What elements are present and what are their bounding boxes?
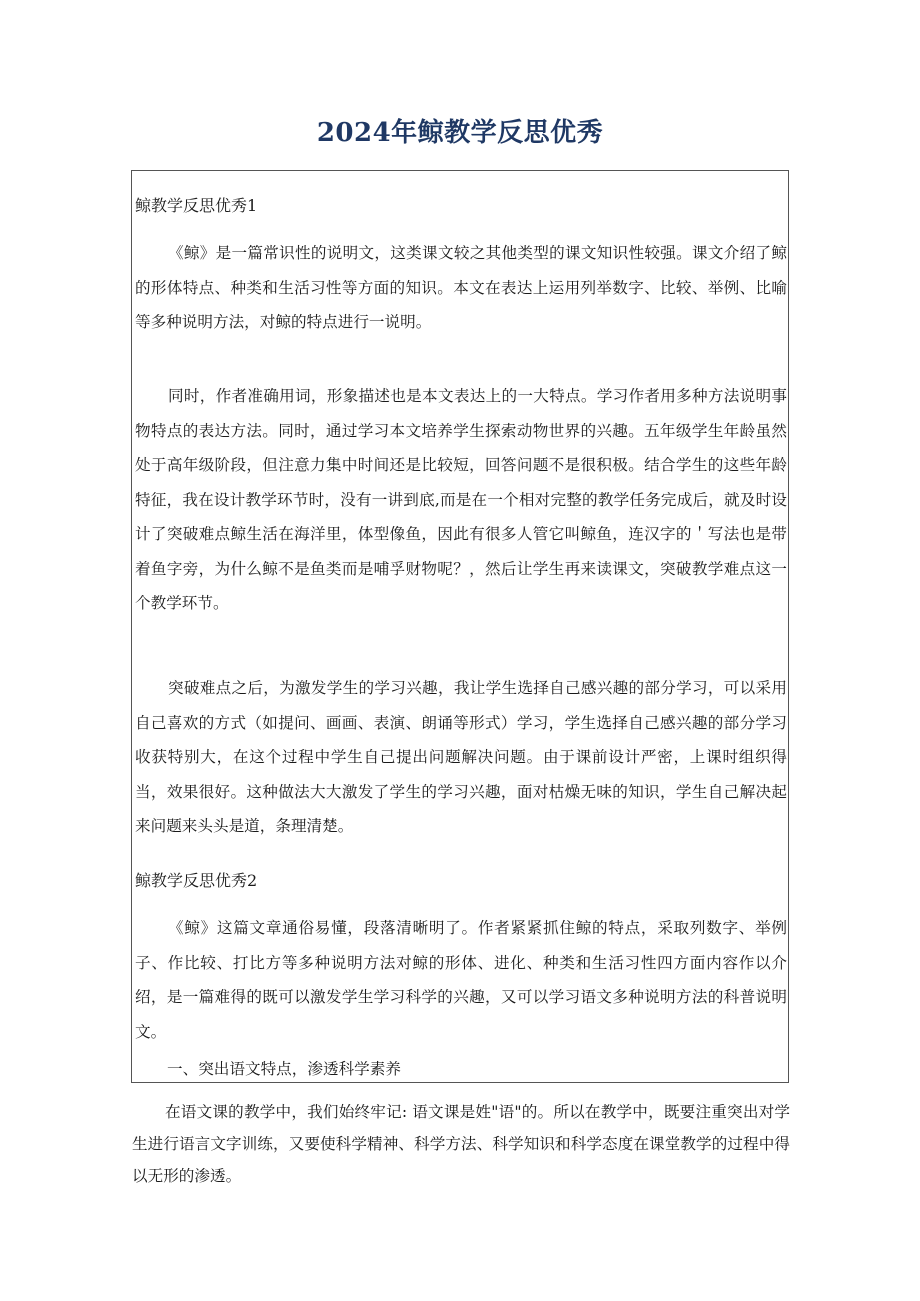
paragraph-outside: 在语文课的教学中，我们始终牢记: 语文课是姓"语"的。所以在教学中，既要注重突出对学生进行语言文字训练，又要使科学精神、科学方法、科学知识和科学态度在课堂教学的过程中得以无形的渗透。: [132, 1103, 790, 1185]
paragraph-2: 同时，作者准确用词，形象描述也是本文表达上的一大特点。学习作者用多种方法说明事物特点的表达方法。同时，通过学习本文培养学生探索动物世界的兴趣。五年级学生年龄虽然处于高年级阶段，但注意力集中时间还是比较短，回答问题不是很积极。结合学生的这些年龄特征，我在设计教学环节时，没有一讲到底,而是在一个相对完整的教学任务完成后，就及时设计了突破难点鲸生活在海洋里，体型像鱼，因此有很多人管它叫鲸鱼，连汉字的＇写法也是带着鱼字旁，为什么鲸不是鱼类而是哺孚财物呢？，然后让学生再来读课文，突破教学难点这一个教学环节。: [135, 387, 787, 612]
paragraph-3: 突破难点之后，为激发学生的学习兴趣，我让学生选择自己感兴趣的部分学习，可以采用自己喜欢的方式（如提问、画画、表演、朗诵等形式）学习，学生选择自己感兴趣的部分学习收获特别大，在这个过程中学生自己提出问题解决问题。由于课前设计严密，上课时组织得当，效果很好。这种做法大大激发了学生的学习兴趣，面对枯燥无味的知识，学生自己解决起来问题来头头是道，条理清楚。: [135, 679, 787, 835]
content-box: [131, 170, 789, 1083]
paragraph-4: 《鲸》这篇文章通俗易懂，段落清晰明了。作者紧紧抓住鲸的特点，采取列数字、举例子、作比较、打比方等多种说明方法对鲸的形体、进化、种类和生活习性四方面内容作以介绍，是一篇难得的既可以激发学生学习科学的兴趣，又可以学习语文多种说明方法的科普说明文。: [135, 919, 787, 1041]
page-title: 2024年鲸教学反思优秀: [316, 118, 604, 148]
subheading: 一、突出语文特点，渗透科学素养: [167, 1060, 401, 1078]
section-heading-2: 鲸教学反思优秀2: [135, 871, 258, 890]
paragraph-1: 《鲸》是一篇常识性的说明文，这类课文较之其他类型的课文知识性较强。课文介绍了鲸的形体特点、种类和生活习性等方面的知识。本文在表达上运用列举数字、比较、举例、比喻等多种说明方法，对鲸的特点进行一说明。: [135, 244, 787, 331]
section-heading-1: 鲸教学反思优秀1: [135, 196, 258, 215]
